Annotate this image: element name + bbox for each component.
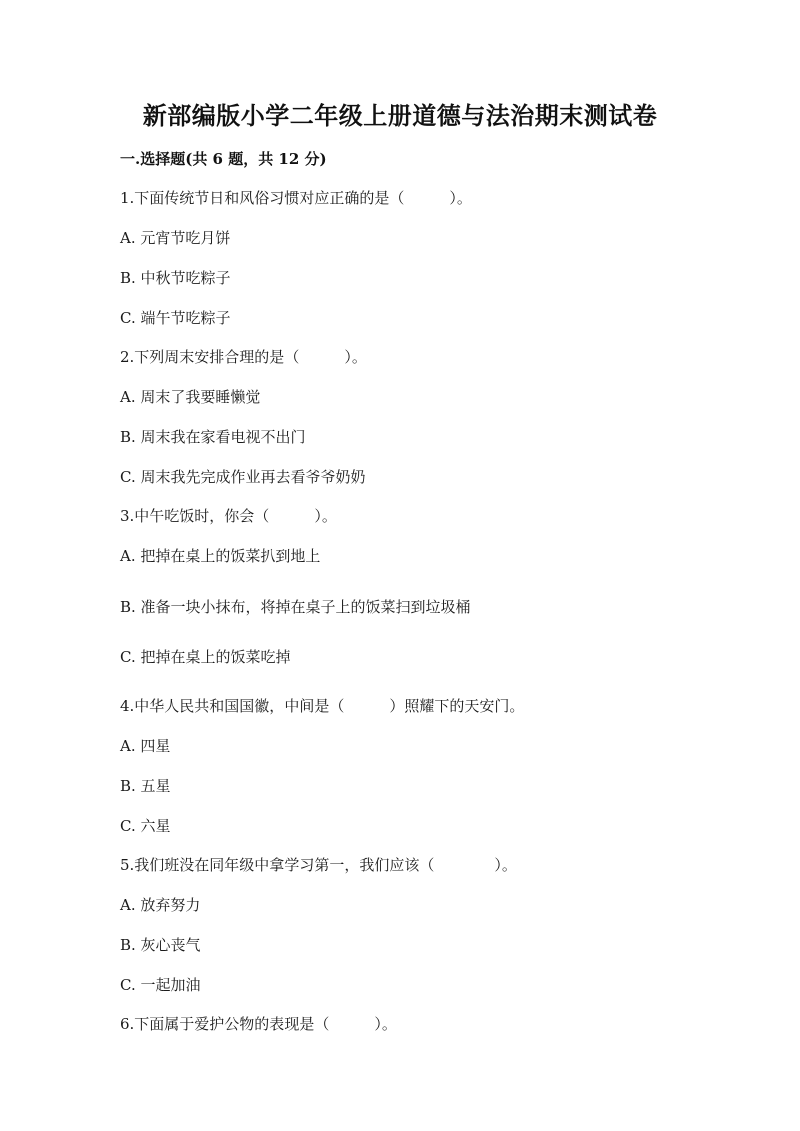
question-5-option-a: A. 放弃努力 — [120, 896, 201, 914]
question-5-option-c: C. 一起加油 — [120, 976, 201, 994]
question-1-option-a: A. 元宵节吃月饼 — [120, 229, 231, 247]
question-4-stem: 4.中华人民共和国国徽，中间是（ ）照耀下的天安门。 — [120, 697, 525, 715]
question-6-stem: 6.下面属于爱护公物的表现是（ ）。 — [120, 1015, 397, 1033]
question-1-option-c: C. 端午节吃粽子 — [120, 309, 231, 327]
question-3-stem: 3.中午吃饭时，你会（ ）。 — [120, 507, 337, 525]
question-4-option-b: B. 五星 — [120, 777, 171, 795]
question-4-option-c: C. 六星 — [120, 817, 171, 835]
question-2-stem: 2.下列周末安排合理的是（ ）。 — [120, 348, 367, 366]
question-1-option-b: B. 中秋节吃粽子 — [120, 269, 231, 287]
question-3-option-c: C. 把掉在桌上的饭菜吃掉 — [120, 648, 291, 666]
question-3-option-b: B. 准备一块小抹布，将掉在桌子上的饭菜扫到垃圾桶 — [120, 598, 471, 616]
question-1-stem: 1.下面传统节日和风俗习惯对应正确的是（ ）。 — [120, 189, 472, 207]
question-3-option-a: A. 把掉在桌上的饭菜扒到地上 — [120, 547, 321, 565]
question-5-stem: 5.我们班没在同年级中拿学习第一，我们应该（ ）。 — [120, 856, 517, 874]
question-5-option-b: B. 灰心丧气 — [120, 936, 201, 954]
section-heading: 一.选择题(共 6 题，共 12 分) — [120, 150, 327, 168]
question-2-option-c: C. 周末我先完成作业再去看爷爷奶奶 — [120, 468, 366, 486]
question-2-option-a: A. 周末了我要睡懒觉 — [120, 388, 261, 406]
question-4-option-a: A. 四星 — [120, 737, 171, 755]
question-2-option-b: B. 周末我在家看电视不出门 — [120, 428, 306, 446]
page-title: 新部编版小学二年级上册道德与法治期末测试卷 — [142, 101, 658, 130]
